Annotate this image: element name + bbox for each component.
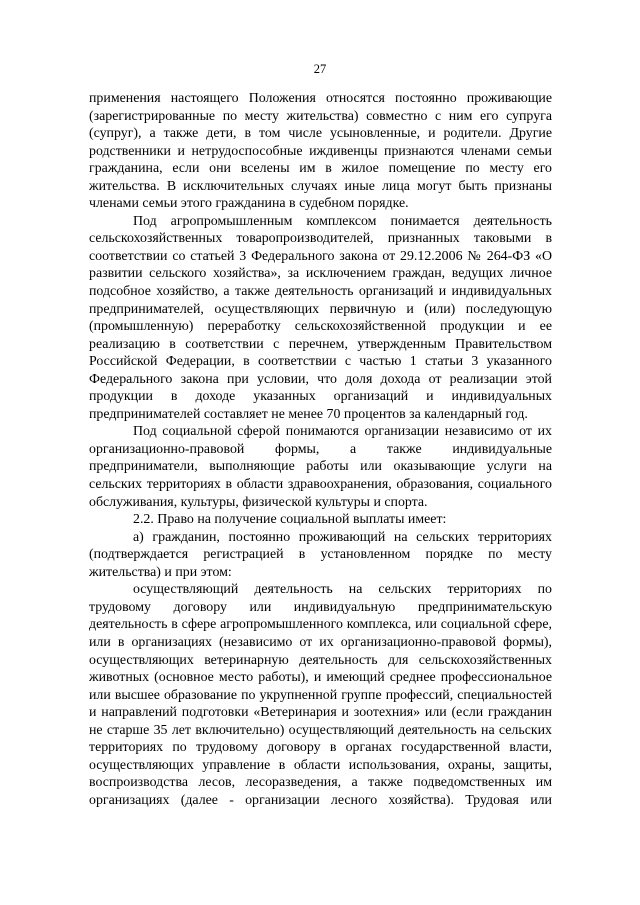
page-number: 27: [313, 62, 327, 76]
paragraph-family-members: применения настоящего Положения относятся постоянно проживающие (зарегистрированные по месту жительства) совместно с ним его супруга (супруг), а также дети, в том числе усыновленные, и родители. Другие родственники и нетрудоспособные иждивенцы признаются членами семьи гражданина, если они вселены им в жилое помещение по месту его жительства. В исключительных случаях иные лица могут быть признаны членами семьи этого гражданина в судебном порядке.: [89, 91, 552, 212]
document-body: [89, 90, 552, 809]
paragraph-social-sphere: Под социальной сферой понимаются организации независимо от их организационно-правовой формы, а также индивидуальные предприниматели, выполняющие работы или оказывающие услуги на сельских территориях в области здравоохранения, образования, социального обслуживания, культуры, физической культуры и спорта.: [89, 424, 552, 510]
paragraph-agro-industrial-complex: Под агропромышленным комплексом понимается деятельность сельскохозяйственных товаропроизводителей, признанных таковыми в соответствии со статьей 3 Федерального закона от 29.12.2006 № 264-ФЗ «О развитии сельского хозяйства», за исключением граждан, ведущих личное подсобное хозяйство, а также деятельность организаций и индивидуальных предпринимателей, осуществляющих первичную и (или) последующую (промышленную) переработку сельскохозяйственной продукции и ее реализацию в соответствии с перечнем, утвержденным Правительством Российской Федерации, в соответствии с частью 1 статьи 3 указанного Федерального закона при условии, что доля дохода от реализации этой продукции в доходе указанных организаций и индивидуальных предпринимателей составляет не менее 70 процентов за календарный год.: [89, 213, 552, 422]
paragraph-item-a: а) гражданин, постоянно проживающий на сельских территориях (подтверждается регистрацией в установленном порядке по месту жительства) и при этом:: [89, 529, 552, 580]
paragraph-employment-conditions: осуществляющий деятельность на сельских территориях по трудовому договору или индивидуальную предпринимательскую деятельность в сфере агропромышленного комплекса, или социальной сфере, или в организациях (независимо от их организационно-правовой формы), осуществляющих ветеринарную деятельность для сельскохозяйственных животных (основное место работы), и имеющий среднее профессиональное или высшее образование по укрупненной группе профессий, специальностей и направлений подготовки «Ветеринария и зоотехния» или (если гражданин не старше 35 лет включительно) осуществляющий деятельность на сельских территориях по трудовому договору в органах государственной власти, осуществляющих управление в области использования, охраны, защиты, воспроизводства лесов, лесоразведения, а также подведомственных им организациях (далее - организации лесного хозяйства). Трудовая или: [89, 582, 552, 808]
paragraph-section-2-2: 2.2. Право на получение социальной выплаты имеет:: [133, 512, 447, 528]
